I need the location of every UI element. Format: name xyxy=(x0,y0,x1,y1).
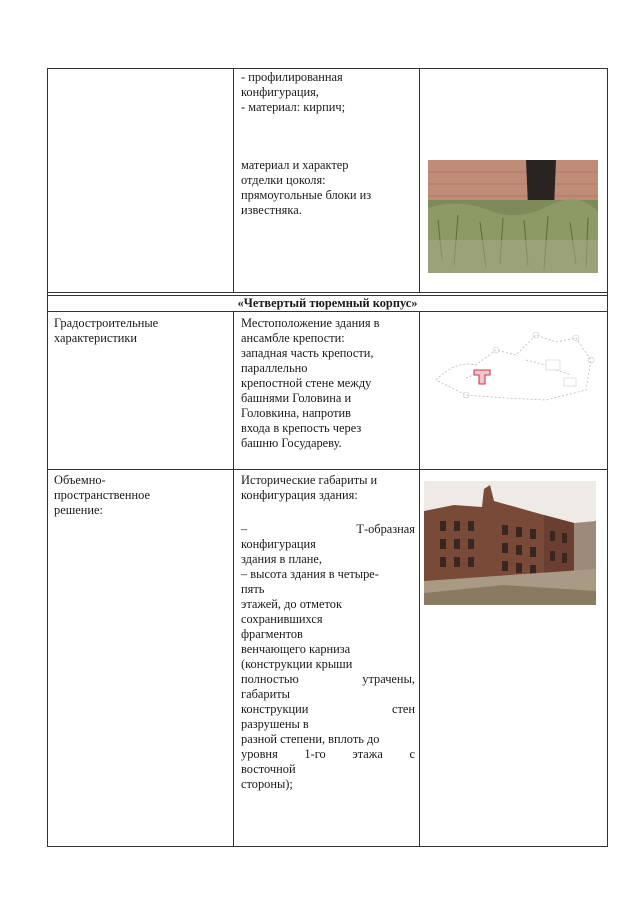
text-line: материал и характер xyxy=(241,158,349,172)
text-line: - профилированная xyxy=(241,70,343,84)
text-line: этажей, до отметок xyxy=(241,597,342,611)
plinth-description xyxy=(241,158,413,218)
text-line: – Т-образная xyxy=(241,522,415,536)
plinth-photo xyxy=(428,160,598,273)
volume-description xyxy=(241,522,415,792)
urban-label xyxy=(54,316,229,346)
section-header: «Четвертый тюремный корпус» xyxy=(237,296,418,310)
building-ruins-photo xyxy=(424,481,596,605)
column-divider-1-lower xyxy=(233,311,234,847)
text-line: входа в крепость через xyxy=(241,421,362,435)
text-line: башнями Головина и xyxy=(241,391,352,405)
text-line: Головкина, напротив xyxy=(241,406,352,420)
text-line: Исторические габариты и xyxy=(241,473,378,487)
text-line: венчающего карниза xyxy=(241,642,351,656)
text-line: здания в плане, xyxy=(241,552,323,566)
text-line: конфигурация xyxy=(241,537,316,551)
text-line: конфигурация, xyxy=(241,85,319,99)
column-divider-2-lower xyxy=(419,311,420,847)
text-line: сохранившихся xyxy=(241,612,323,626)
table-border-bottom xyxy=(47,846,608,847)
text-line: прямоугольные блоки из xyxy=(241,188,372,202)
text-line: западная часть крепости, xyxy=(241,346,374,360)
text-line: Объемно- xyxy=(54,473,106,487)
text-line: отделки цоколя: xyxy=(241,173,326,187)
text-line: башню Государеву. xyxy=(241,436,342,450)
text-line: габариты xyxy=(241,687,290,701)
text-line: крепостной стене между xyxy=(241,376,372,390)
row-divider xyxy=(47,469,608,470)
text-line: ансамбле крепости: xyxy=(241,331,345,345)
volume-intro xyxy=(241,473,415,503)
text-line: - материал: кирпич; xyxy=(241,100,346,114)
text-line: восточной xyxy=(241,762,296,776)
table-border-left xyxy=(47,68,48,847)
table-border-right xyxy=(607,68,608,847)
text-line: полностью утрачены, xyxy=(241,672,415,686)
table-border-top xyxy=(47,68,608,69)
text-line: пять xyxy=(241,582,265,596)
text-line: пространственное xyxy=(54,488,151,502)
text-line: – высота здания в четыре- xyxy=(241,567,379,581)
text-line: характеристики xyxy=(54,331,138,345)
text-line: разрушены в xyxy=(241,717,309,731)
volume-label xyxy=(54,473,229,518)
row-divider xyxy=(47,311,608,312)
top-row-description xyxy=(241,70,413,115)
text-line: Местоположение здания в xyxy=(241,316,380,330)
text-line: (конструкции крыши xyxy=(241,657,353,671)
column-divider-2 xyxy=(419,68,420,293)
text-line: конструкции стен xyxy=(241,702,415,716)
column-divider-1 xyxy=(233,68,234,293)
text-line: решение: xyxy=(54,503,103,517)
text-line: стороны); xyxy=(241,777,293,791)
site-plan-image xyxy=(426,320,600,410)
text-line: известняка. xyxy=(241,203,302,217)
text-line: фрагментов xyxy=(241,627,303,641)
row-divider xyxy=(47,292,608,293)
text-line: параллельно xyxy=(241,361,308,375)
text-line: разной степени, вплоть до xyxy=(241,732,380,746)
text-line: конфигурация здания: xyxy=(241,488,358,502)
urban-description xyxy=(241,316,415,451)
text-line: уровня 1-го этажа с xyxy=(241,747,415,761)
text-line: Градостроительные xyxy=(54,316,159,330)
